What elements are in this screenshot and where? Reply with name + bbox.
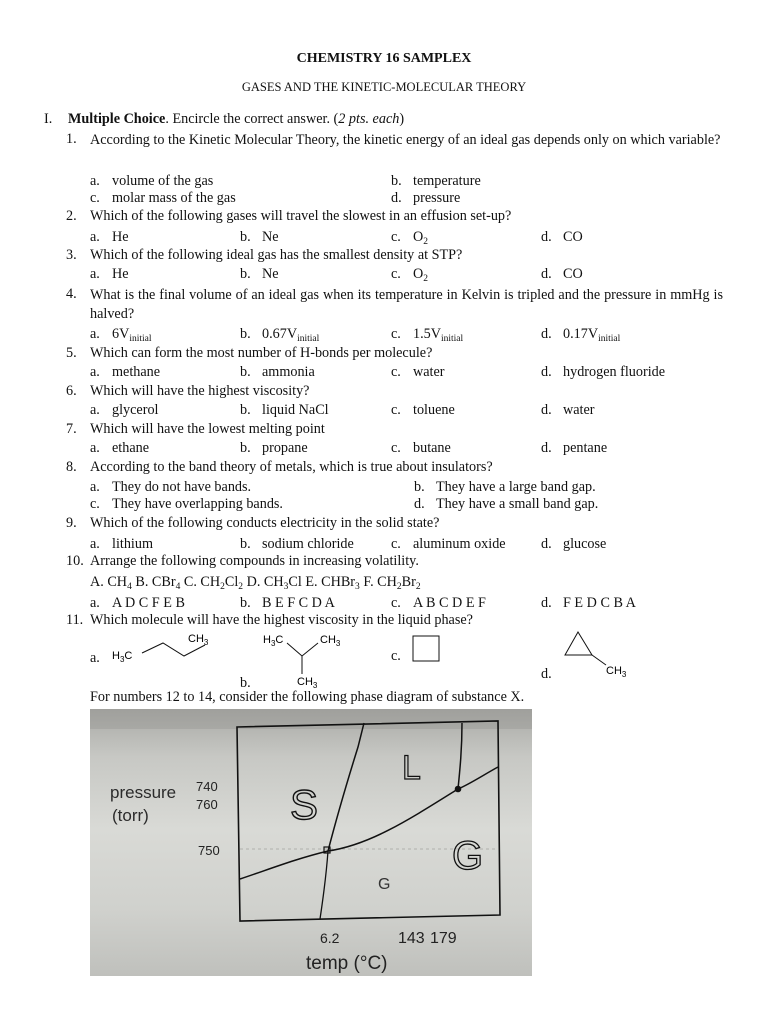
question-number: 3. xyxy=(66,247,77,263)
compound-list: A. $CH_4$ B. CBr$_4$ C. $CH_2Cl_2$ D. $CH_3Cl$ E. CHBr$_3$ F. $CH_2Br_2$ xyxy=(90,574,421,592)
option-c[interactable]: c. toluene xyxy=(391,402,455,418)
section-numeral: I. xyxy=(44,111,53,127)
phase-diagram-photo xyxy=(90,709,532,976)
svg-text:CH3: $CH_3$ xyxy=(320,634,341,648)
pressure-label: pressure xyxy=(110,783,177,802)
question-number: 8. xyxy=(66,459,77,475)
question-text: Which will have the highest viscosity? xyxy=(90,383,310,399)
question-text: Arrange the following compounds in increasing volatility. xyxy=(90,553,419,569)
temp-value-2: 143 xyxy=(398,930,425,947)
section-points: 2 pts. each xyxy=(338,111,400,127)
section-title: Multiple Choice xyxy=(68,111,166,127)
option-a[interactable]: a. ethane xyxy=(90,440,150,456)
question-number: 7. xyxy=(66,421,77,437)
question-text: What is the final volume of an ideal gas when its temperature in Kelvin is tripled and the pressure in mmHg is halved? xyxy=(90,287,723,322)
option-a[interactable]: a. He xyxy=(90,266,129,282)
cyclobutane-structure-icon xyxy=(411,634,443,666)
option-a[interactable]: a. He xyxy=(90,229,129,245)
question-number: 2. xyxy=(66,208,77,224)
option-b[interactable]: b. propane xyxy=(240,440,308,456)
option-a[interactable]: a. $6V_{initial}$ xyxy=(90,326,152,344)
region-liquid: L xyxy=(402,749,421,787)
question-text: According to the band theory of metals, which is true about insulators? xyxy=(90,459,493,475)
option-c[interactable]: c. butane xyxy=(391,440,451,456)
option-b[interactable]: b. sodium chloride xyxy=(240,536,354,552)
phase-diagram-intro: For numbers 12 to 14, consider the following phase diagram of substance X. xyxy=(90,689,525,705)
option-b[interactable]: b. ammonia xyxy=(240,364,315,380)
option-c[interactable]: c. $1.5V_{initial}$ xyxy=(391,326,464,344)
document-subtitle: GASES AND THE KINETIC-MOLECULAR THEORY xyxy=(241,80,527,94)
question-number: 10. xyxy=(66,553,84,569)
question-text: According to the Kinetic Molecular Theory, the kinetic energy of an ideal gas depends only on which variable? xyxy=(90,132,721,148)
question-number: 1. xyxy=(66,131,77,147)
option-b[interactable]: b. temperature xyxy=(391,173,481,189)
question-number: 11. xyxy=(66,612,84,628)
svg-text:CH3: $CH_3$ xyxy=(297,676,318,688)
region-gas-small: G xyxy=(378,876,391,893)
option-b[interactable]: b. Ne xyxy=(240,229,279,245)
option-c[interactable]: c. water xyxy=(391,364,445,380)
isobutane-structure-icon xyxy=(262,630,352,688)
document-title: CHEMISTRY 16 SAMPLEX xyxy=(296,51,472,66)
option-c[interactable]: c. aluminum oxide xyxy=(391,536,506,552)
section-heading: I. Multiple Choice. Encircle the correct answer. (2 pts. each) xyxy=(44,111,405,127)
option-d[interactable]: d. hydrogen fluoride xyxy=(541,364,666,380)
question-text: Which molecule will have the highest viscosity in the liquid phase? xyxy=(90,612,473,628)
option-d[interactable]: d. F E D C B A xyxy=(541,595,636,611)
svg-text:CH3: $CH_3$ xyxy=(188,633,209,647)
option-a[interactable]: a. lithium xyxy=(90,536,153,552)
option-b[interactable]: b. liquid NaCl xyxy=(240,402,329,418)
temp-value-1: 6.2 xyxy=(320,930,340,946)
butane-structure-icon xyxy=(110,630,225,664)
temp-value-3: 179 xyxy=(430,930,457,947)
svg-text:H3C: $H_3C$ xyxy=(263,634,284,648)
question-text: Which of the following ideal gas has the smallest density at STP? xyxy=(90,247,463,263)
option-a[interactable]: a. volume of the gas xyxy=(90,173,214,189)
phase-diagram-sketch xyxy=(90,709,532,976)
svg-text:H3C: $H_3C$ xyxy=(112,650,133,664)
option-d[interactable]: d. water xyxy=(541,402,595,418)
question-text: Which will have the lowest melting point xyxy=(90,421,325,437)
temp-axis-label: temp (°C) xyxy=(306,953,388,974)
option-d[interactable]: d. $0.17V_{initial}$ xyxy=(541,326,621,344)
option-a[interactable]: a. xyxy=(90,650,100,666)
option-d[interactable]: d. pressure xyxy=(391,190,461,206)
question-number: 4. xyxy=(66,286,77,302)
pressure-value-1: 740 xyxy=(196,779,218,794)
option-a[interactable]: a. A D C F E B xyxy=(90,595,185,611)
methylcyclopropane-structure-icon xyxy=(560,628,636,680)
region-solid: S xyxy=(290,781,319,828)
option-c[interactable]: c. $O_2$ xyxy=(391,229,428,247)
option-c[interactable]: c. They have overlapping bands. xyxy=(90,496,283,512)
option-d[interactable]: d. CO xyxy=(541,266,583,282)
option-d[interactable]: d. CO xyxy=(541,229,583,245)
region-gas: G xyxy=(452,834,484,878)
option-a[interactable]: a. They do not have bands. xyxy=(90,479,252,495)
pressure-value-3: 750 xyxy=(198,843,220,858)
svg-text:CH3: $CH_3$ xyxy=(606,665,627,679)
option-d[interactable]: d. glucose xyxy=(541,536,607,552)
section-instruction: . Encircle the correct answer. ( xyxy=(165,111,339,127)
option-b[interactable]: b. B E F C D A xyxy=(240,595,335,611)
question-text: Which of the following gases will travel the slowest in an effusion set-up? xyxy=(90,208,512,224)
option-c[interactable]: c. molar mass of the gas xyxy=(90,190,236,206)
option-c[interactable]: c. xyxy=(391,648,401,664)
option-a[interactable]: a. methane xyxy=(90,364,161,380)
unit-label: (torr) xyxy=(112,806,149,825)
option-b[interactable]: b. $0.67V_{initial}$ xyxy=(240,326,320,344)
option-b[interactable]: b. They have a large band gap. xyxy=(414,479,596,495)
option-b[interactable]: b. xyxy=(240,675,251,691)
pressure-value-2: 760 xyxy=(196,797,218,812)
question-number: 9. xyxy=(66,515,77,531)
question-text: Which of the following conducts electricity in the solid state? xyxy=(90,515,440,531)
option-c[interactable]: c. $O_2$ xyxy=(391,266,428,284)
option-d[interactable]: d. pentane xyxy=(541,440,608,456)
option-b[interactable]: b. Ne xyxy=(240,266,279,282)
option-d[interactable]: d. They have a small band gap. xyxy=(414,496,599,512)
question-number: 6. xyxy=(66,383,77,399)
option-a[interactable]: a. glycerol xyxy=(90,402,159,418)
option-d[interactable]: d. xyxy=(541,666,552,682)
option-c[interactable]: c. A B C D E F xyxy=(391,595,486,611)
question-number: 5. xyxy=(66,345,77,361)
question-text: Which can form the most number of H-bonds per molecule? xyxy=(90,345,433,361)
